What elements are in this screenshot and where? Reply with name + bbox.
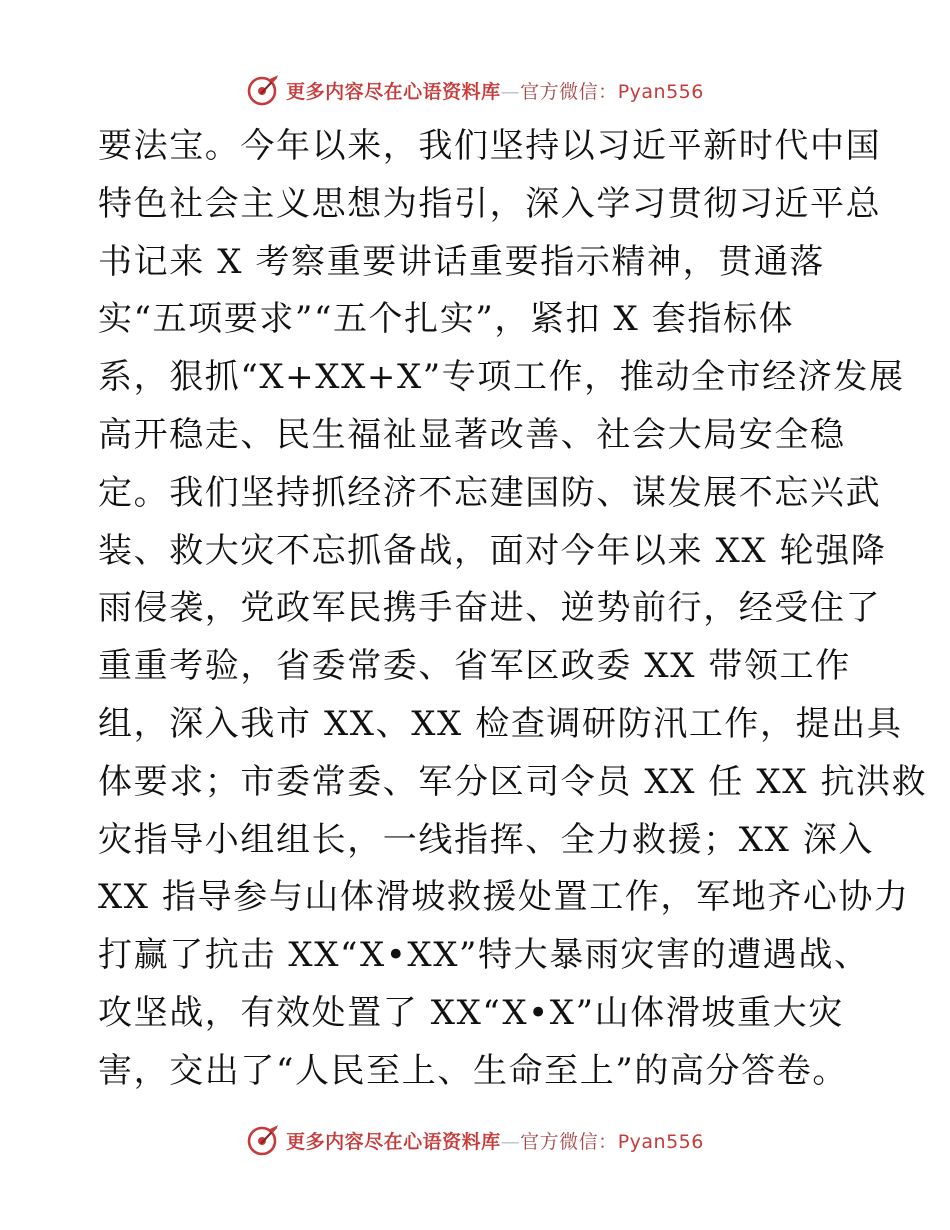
- text-line: 装、救大灾不忘抓备战，面对今年以来 XX 轮强降: [98, 530, 887, 571]
- banner-text: [286, 77, 704, 104]
- header-banner: [0, 70, 950, 110]
- banner-dash: —: [500, 80, 521, 103]
- text-line: 重重考验，省委常委、省军区政委 XX 带领工作: [98, 646, 851, 687]
- text-line: 体要求；市委常委、军分区司令员 XX 任 XX 抗洪救: [98, 761, 928, 802]
- text-line: 组，深入我市 XX、XX 检查调研防汛工作，提出具: [98, 703, 903, 744]
- text-line: 特色社会主义思想为指引，深入学习贯彻习近平总: [98, 183, 882, 224]
- banner-wechat-id: Pyan556: [617, 80, 704, 103]
- text-line: 要法宝。今年以来，我们坚持以习近平新时代中国: [98, 126, 882, 166]
- text-line: 实“五项要求”“五个扎实”，紧扣 X 套指标体: [98, 299, 795, 340]
- text-line: 定。我们坚持抓经济不忘建国防、谋发展不忘兴武: [98, 472, 882, 513]
- banner-slogan: 更多内容尽在心语资料库: [286, 80, 501, 103]
- banner-slogan: 更多内容尽在心语资料库: [286, 1130, 501, 1153]
- banner-wechat-label: 官方微信：: [520, 1130, 618, 1153]
- banner-dash: —: [500, 1130, 521, 1153]
- text-line: 书记来 X 考察重要讲话重要指示精神，贯通落: [98, 241, 826, 282]
- body-text: [98, 118, 928, 1101]
- text-line: 攻坚战，有效处置了 XX“X•X”山体滑坡重大灾: [98, 992, 844, 1033]
- banner-wechat-label: 官方微信：: [520, 80, 618, 103]
- text-line: 雨侵袭，党政军民携手奋进、逆势前行，经受住了: [98, 588, 882, 629]
- quill-circle-icon: [246, 1123, 280, 1157]
- text-line: 打赢了抗击 XX“X•XX”特大暴雨灾害的遭遇战、: [98, 935, 870, 976]
- quill-circle-icon: [246, 73, 280, 107]
- banner-wechat-id: Pyan556: [617, 1130, 704, 1153]
- text-line: XX 指导参与山体滑坡救援处置工作，军地齐心协力: [98, 877, 910, 918]
- text-line: 害，交出了“人民至上、生命至上”的高分答卷。: [98, 1050, 848, 1091]
- footer-banner: [0, 1120, 950, 1160]
- text-line: 系，狠抓“X+XX+X”专项工作，推动全市经济发展: [98, 357, 905, 398]
- banner-text: [286, 1127, 704, 1154]
- text-line: 高开稳走、民生福祉显著改善、社会大局安全稳: [98, 414, 846, 455]
- text-line: 灾指导小组组长，一线指挥、全力救援；XX 深入: [98, 819, 875, 860]
